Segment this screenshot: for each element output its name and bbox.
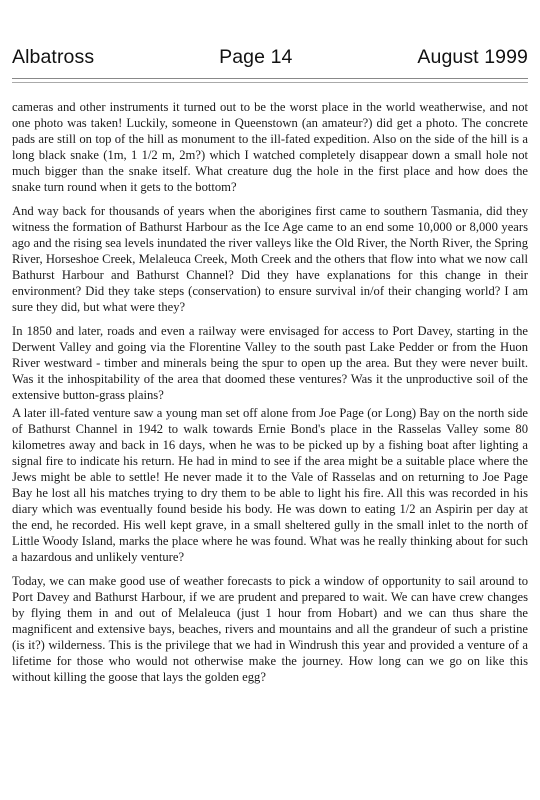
publication-title: Albatross: [12, 46, 95, 68]
header-divider-bottom: [12, 82, 528, 83]
paragraph-snake: cameras and other instruments it turned out to be the worst place in the world weatherwise, and not one photo was taken! Luckily, someone in Queenstown (an amateur?) did get a photo. The concrete pads are still on top of the hill as monument to the ill-fated expedition. Also on the side of the hill is a long black snake (1m, 1 1/2 m, 2m?) which I watched completely disappear down a small hole not much bigger than the snake itself. What creature dug the hole in the first place and how does the snake turn round when it gets to the bottom?: [12, 100, 528, 194]
paragraph-aborigines: And way back for thousands of years when the aborigines first came to southern Tasmania, did they witness the formation of Bathurst Harbour as the Ice Age came to an end some 10,000 or 8,000 years ago and the rising sea levels inundated the river valleys like the Old River, the North River, the Spring River, Horseshoe Creek, Melaleuca Creek, Moth Creek and the others that flow into what we now call Bathurst Harbour and Bathurst Channel? Did they have explanations for this change in their environment? Did they take steps (conservation) to ensure survival in/of their changing world? I am sure they did, but what were they?: [12, 204, 528, 314]
paragraph-roads: In 1850 and later, roads and even a railway were envisaged for access to Port Davey, starting in the Derwent Valley and going via the Florentine Valley to the south past Lake Pedder or from the Huon River westward - timber and minerals being the spur to open up the area. But they were never built. Was it the inhospitability of the area that doomed these ventures? Was it the unproductive soil of the extensive button-grass plains?: [12, 324, 528, 402]
paragraph-today: Today, we can make good use of weather forecasts to pick a window of opportunity to sail around to Port Davey and Bathurst Harbour, if we are prudent and prepared to wait. We can have crew changes by flying them in and out of Melaleuca (just 1 hour from Hobart) and we can thus share the magnificent and extensive bays, beaches, rivers and mountains and all the grandeur of such a pristine (is it?) wilderness. This is the privilege that we had in Windrush this year and provided a venture of a lifetime for those who would not otherwise make the journey. How long can we go on like this without killing the goose that lays the golden egg?: [12, 574, 528, 684]
issue-date: August 1999: [417, 46, 528, 68]
page-number: Page 14: [219, 46, 293, 68]
paragraph-venture: A later ill-fated venture saw a young man set off alone from Joe Page (or Long) Bay on the north side of Bathurst Channel in 1942 to walk towards Ernie Bond's place in the Rasselas Valley some 80 kilometres away and back in 16 days, when he was to be picked up by a fishing boat after lighting a signal fire to indicate his return. He had in mind to see if the area might be a suitable place where the Jews might be able to settle! He never made it to the Vale of Rasselas and on returning to Joe Page Bay he lost all his matches trying to dry them to be able to light his fire. All this was recorded in his diary which was eventually found beside his body. He was down to eating 1/2 an Aspirin per day at the end, he recorded. His well kept grave, in a small sheltered gully in the small inlet to the north of Little Woody Island, marks the place where he was found. What was he really thinking about for such a hazardous and unlikely venture?: [12, 406, 528, 564]
page-header: [12, 46, 528, 69]
header-divider-top: [12, 78, 528, 79]
article-body: [12, 99, 528, 693]
